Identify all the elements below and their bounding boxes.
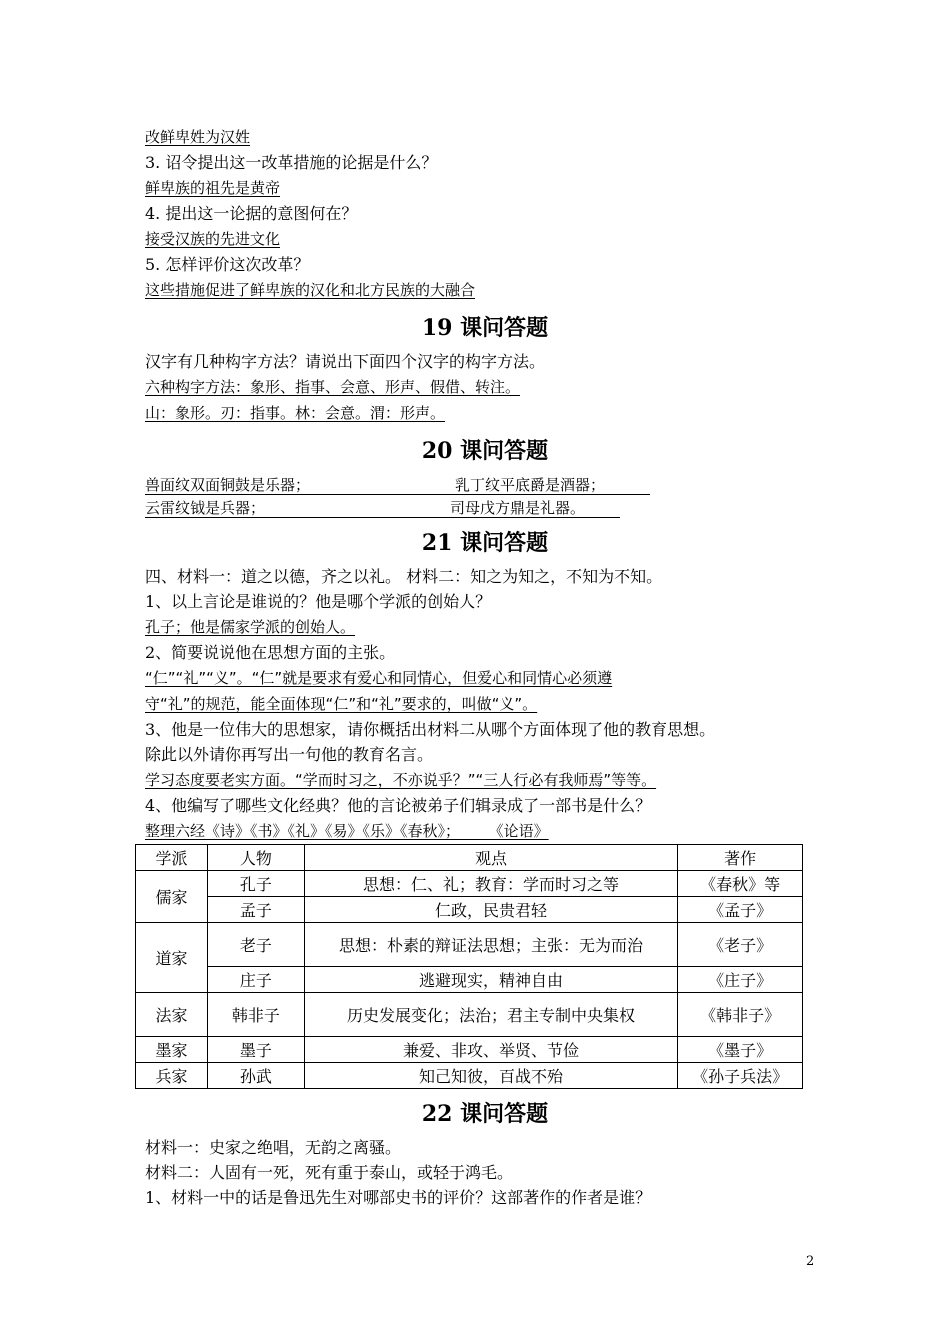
answer-right: 司母戊方鼎是礼器。 [450, 495, 620, 518]
answer-line: 改鲜卑姓为汉姓 [145, 128, 251, 146]
table-header: 观点 [304, 845, 677, 871]
table-header: 学派 [136, 845, 208, 871]
work-cell: 《庄子》 [678, 967, 803, 993]
table-row [136, 897, 803, 923]
page-number: 2 [806, 1254, 815, 1269]
work-cell: 《老子》 [678, 923, 803, 967]
view-cell: 思想：朴素的辩证法思想；主张：无为而治 [304, 923, 677, 967]
view-cell: 历史发展变化；法治；君主专制中央集权 [304, 993, 677, 1037]
answer-left: 兽面纹双面铜鼓是乐器； [145, 472, 455, 495]
question-line: 4. 提出这一论据的意图何在？ [145, 204, 358, 223]
answer-line: 鲜卑族的祖先是黄帝 [145, 179, 281, 197]
answer-pair-row [145, 495, 825, 518]
table-row [136, 993, 803, 1037]
question-line: 1、以上言论是谁说的？他是哪个学派的创始人？ [145, 592, 492, 611]
question-line: 1、材料一中的话是鲁迅先生对哪部史书的评价？这部著作的作者是谁？ [145, 1188, 652, 1207]
answer-right: 乳丁纹平底爵是酒器； [455, 472, 650, 495]
material-line: 四、材料一：道之以德，齐之以礼。 材料二：知之为知之，不知为不知。 [145, 567, 663, 586]
school-cell: 兵家 [136, 1063, 208, 1089]
table-header: 人物 [207, 845, 304, 871]
section-heading-20: 20 课问答题 [421, 438, 549, 464]
table-row [136, 967, 803, 993]
answer-line: 孔子；他是儒家学派的创始人。 [145, 618, 356, 636]
answer-line: 守“礼”的规范，能全面体现“仁”和“礼”要求的，叫做“义”。 [145, 695, 538, 713]
answer-line: 这些措施促进了鲜卑族的汉化和北方民族的大融合 [145, 281, 476, 299]
material-line: 材料一：史家之绝唱，无韵之离骚。 [145, 1138, 402, 1157]
work-cell: 《春秋》等 [678, 871, 803, 897]
document-page [145, 124, 825, 1210]
person-cell: 孟子 [207, 897, 304, 923]
section-heading-22: 22 课问答题 [421, 1101, 549, 1127]
section-heading-19: 19 课问答题 [421, 315, 549, 341]
table-row [136, 923, 803, 967]
view-cell: 思想：仁、礼；教育：学而时习之等 [304, 871, 677, 897]
work-cell: 《墨子》 [678, 1037, 803, 1063]
person-cell: 墨子 [207, 1037, 304, 1063]
answer-pair-row [145, 472, 825, 495]
schools-table [135, 844, 803, 1089]
school-cell: 儒家 [136, 871, 208, 923]
table-header: 著作 [678, 845, 803, 871]
question-line: 4、他编写了哪些文化经典？他的言论被弟子们辑录成了一部书是什么？ [145, 796, 652, 815]
person-cell: 孔子 [207, 871, 304, 897]
view-cell: 逃避现实，精神自由 [304, 967, 677, 993]
answer-left: 云雷纹钺是兵器； [145, 495, 450, 518]
question-line: 3. 诏令提出这一改革措施的论据是什么？ [145, 153, 438, 172]
question-line: 除此以外请你再写出一句他的教育名言。 [145, 745, 434, 764]
view-cell: 知己知彼，百战不殆 [304, 1063, 677, 1089]
table-row [136, 871, 803, 897]
material-line: 材料二：人固有一死，死有重于泰山，或轻于鸿毛。 [145, 1163, 514, 1182]
work-cell: 《韩非子》 [678, 993, 803, 1037]
table-row [136, 1037, 803, 1063]
answer-line: 学习态度要老实方面。“学而时习之，不亦说乎？”“三人行必有我师焉”等等。 [145, 771, 657, 789]
table-row [136, 1063, 803, 1089]
work-cell: 《孙子兵法》 [678, 1063, 803, 1089]
person-cell: 老子 [207, 923, 304, 967]
answer-line: 山：象形。刃：指事。林：会意。渭：形声。 [145, 404, 446, 422]
person-cell: 庄子 [207, 967, 304, 993]
question-line: 3、他是一位伟大的思想家，请你概括出材料二从哪个方面体现了他的教育思想。 [145, 720, 716, 739]
table-header-row [136, 845, 803, 871]
view-cell: 兼爱、非攻、举贤、节俭 [304, 1037, 677, 1063]
school-cell: 墨家 [136, 1037, 208, 1063]
answer-line: 接受汉族的先进文化 [145, 230, 281, 248]
answer-line: 整理六经《诗》《书》《礼》《易》《乐》《春秋》； 《论语》 [145, 822, 549, 840]
question-line: 5. 怎样评价这次改革？ [145, 255, 310, 274]
person-cell: 韩非子 [207, 993, 304, 1037]
section-heading-21: 21 课问答题 [421, 530, 549, 556]
person-cell: 孙武 [207, 1063, 304, 1089]
view-cell: 仁政，民贵君轻 [304, 897, 677, 923]
work-cell: 《孟子》 [678, 897, 803, 923]
school-cell: 法家 [136, 993, 208, 1037]
answer-line: “仁”“礼”“义”。“仁”就是要求有爱心和同情心，但爱心和同情心必须遵 [145, 669, 613, 687]
question-line: 汉字有几种构字方法？请说出下面四个汉字的构字方法。 [145, 352, 546, 371]
question-line: 2、简要说说他在思想方面的主张。 [145, 643, 396, 662]
answer-line: 六种构字方法：象形、指事、会意、形声、假借、转注。 [145, 378, 521, 396]
school-cell: 道家 [136, 923, 208, 993]
